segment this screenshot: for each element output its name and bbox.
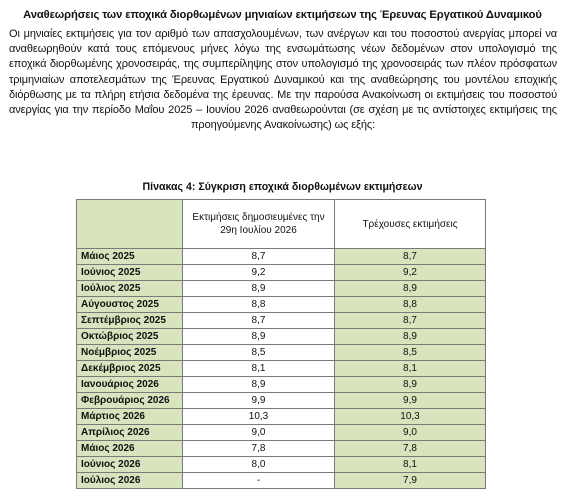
row-current-value: 8,7 <box>335 313 486 329</box>
row-period-cell: Ιούλιος 2026 <box>77 473 183 489</box>
row-current-value: 7,9 <box>335 473 486 489</box>
table-row <box>77 377 486 393</box>
row-current-value: 8,9 <box>335 377 486 393</box>
table-caption: Πίνακας 4: Σύγκριση εποχικά διορθωμένων εκτιμήσεων <box>142 181 423 193</box>
row-published-value: 10,3 <box>183 409 335 425</box>
row-period-cell: Απρίλιος 2026 <box>77 425 183 441</box>
table-row <box>77 313 486 329</box>
table-row <box>77 249 486 265</box>
row-period-cell: Οκτώβριος 2025 <box>77 329 183 345</box>
row-period-cell: Φεβρουάριος 2026 <box>77 393 183 409</box>
row-current-value: 9,0 <box>335 425 486 441</box>
row-period-cell: Ιανουάριος 2026 <box>77 377 183 393</box>
comparison-table <box>76 199 486 489</box>
row-published-value: 8,0 <box>183 457 335 473</box>
row-published-value: 9,9 <box>183 393 335 409</box>
table-row <box>77 281 486 297</box>
table-row <box>77 265 486 281</box>
header-empty-cell <box>77 200 183 249</box>
row-published-value: 8,9 <box>183 329 335 345</box>
table-row <box>77 329 486 345</box>
row-current-value: 8,8 <box>335 297 486 313</box>
section-heading: Αναθεωρήσεις των εποχικά διορθωμένων μηνιαίων εκτιμήσεων της Έρευνας Εργατικού Δυναμικού <box>23 9 542 21</box>
table-row <box>77 473 486 489</box>
row-published-value: 8,5 <box>183 345 335 361</box>
row-current-value: 8,9 <box>335 329 486 345</box>
row-period-cell: Νοέμβριος 2025 <box>77 345 183 361</box>
body-paragraph: Οι μηνιαίες εκτιμήσεις για τον αριθμό των απασχολουμένων, των ανέργων και του ποσοστού ανεργίας μπορεί να αναθεωρηθούν κατά τους επόμενους μήνες λόγω της ενσωμάτωσης νέων δεδομένων στον υπολογισμό της εποχικά διορθωμένης χρονοσειράς, της συμπερίληψης στον υπολογισμό της χρονοσειράς των πλέον πρόσφατων τριμηνιαίων αποτελεσμάτων της Έρευνας Εργατικού Δυναμικού και της αναθεώρησης του μοντέλου εποχικής διόρθωσης με τα πλήρη ετήσια δεδομένα της έρευνας. Με την παρούσα Ανακοίνωση οι εκτιμήσεις του ποσοστού ανεργίας για την περίοδο Μαΐου 2025 – Ιουνίου 2026 αναθεωρούνται (σε σχέση με τις αντίστοιχες εκτιμήσεις της προηγούμενης Ανακοίνωσης) ως εξής: <box>9 28 557 132</box>
row-published-value: 8,9 <box>183 377 335 393</box>
table-row <box>77 345 486 361</box>
row-period-cell: Ιούνιος 2025 <box>77 265 183 281</box>
table-row <box>77 393 486 409</box>
table-row <box>77 409 486 425</box>
table-row <box>77 297 486 313</box>
row-current-value: 9,2 <box>335 265 486 281</box>
row-current-value: 8,1 <box>335 457 486 473</box>
row-published-value: 9,0 <box>183 425 335 441</box>
row-current-value: 9,9 <box>335 393 486 409</box>
row-current-value: 8,1 <box>335 361 486 377</box>
row-published-value: 8,8 <box>183 297 335 313</box>
row-published-value: 9,2 <box>183 265 335 281</box>
row-current-value: 8,9 <box>335 281 486 297</box>
row-period-cell: Σεπτέμβριος 2025 <box>77 313 183 329</box>
row-period-cell: Μάιος 2025 <box>77 249 183 265</box>
table-header-row <box>77 200 486 249</box>
row-published-value: 8,1 <box>183 361 335 377</box>
row-period-cell: Μάιος 2026 <box>77 441 183 457</box>
row-period-cell: Μάρτιος 2026 <box>77 409 183 425</box>
table-row <box>77 361 486 377</box>
table-row <box>77 457 486 473</box>
header-published-estimates: Εκτιμήσεις δημοσιευμένες την 29η Ιουλίου 2026 <box>183 200 335 249</box>
header-current-estimates: Τρέχουσες εκτιμήσεις <box>335 200 486 249</box>
row-period-cell: Ιούνιος 2026 <box>77 457 183 473</box>
row-current-value: 8,7 <box>335 249 486 265</box>
table-body <box>77 249 486 489</box>
row-current-value: 8,5 <box>335 345 486 361</box>
row-period-cell: Αύγουστος 2025 <box>77 297 183 313</box>
row-period-cell: Δεκέμβριος 2025 <box>77 361 183 377</box>
row-current-value: 7,8 <box>335 441 486 457</box>
row-published-value: 7,8 <box>183 441 335 457</box>
row-current-value: 10,3 <box>335 409 486 425</box>
table-row <box>77 441 486 457</box>
table-row <box>77 425 486 441</box>
row-published-value: 8,7 <box>183 249 335 265</box>
row-published-value: - <box>183 473 335 489</box>
row-published-value: 8,7 <box>183 313 335 329</box>
row-period-cell: Ιούλιος 2025 <box>77 281 183 297</box>
row-published-value: 8,9 <box>183 281 335 297</box>
